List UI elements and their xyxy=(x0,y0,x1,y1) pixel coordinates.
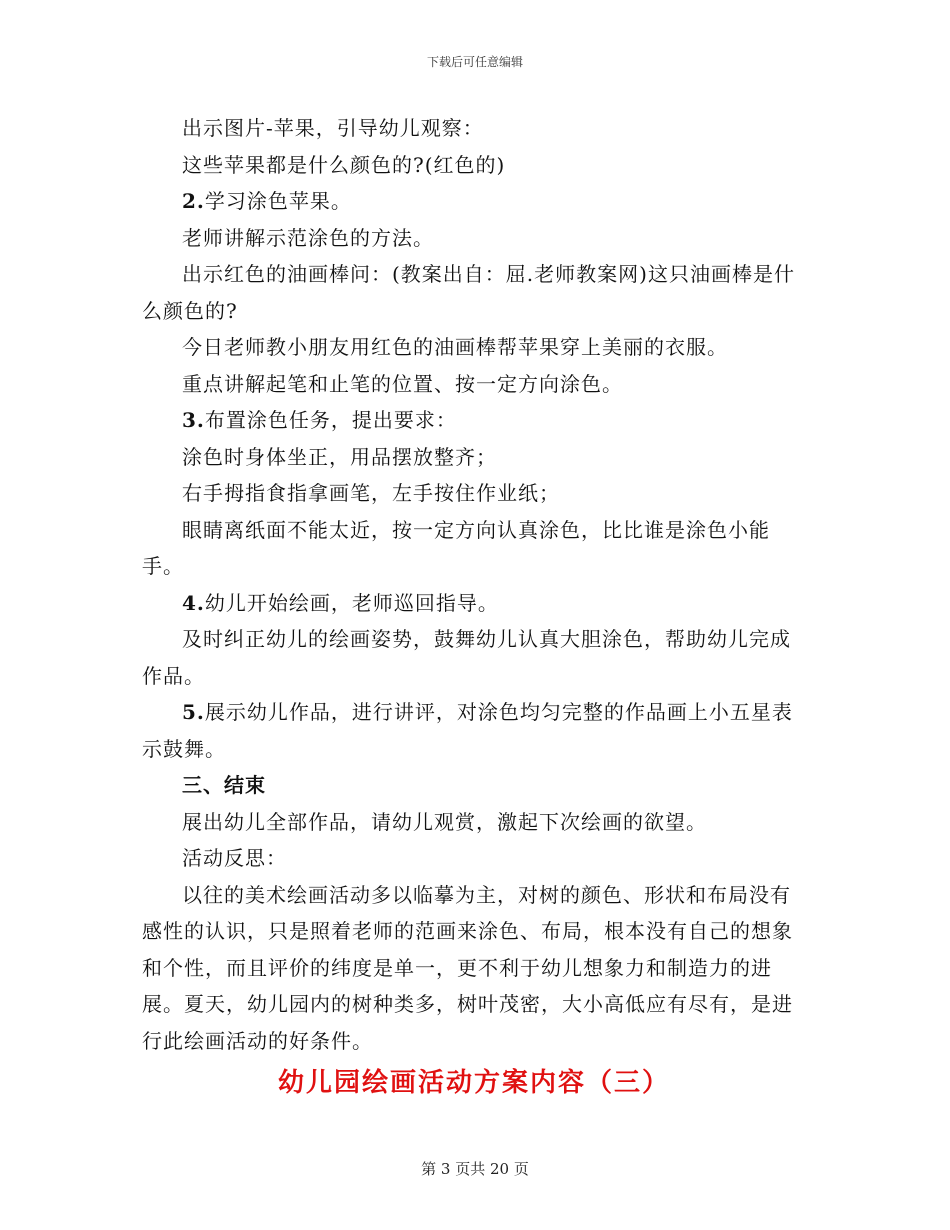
page-footer: 第 3 页共 20 页 xyxy=(421,1160,529,1178)
paragraph xyxy=(142,439,806,476)
page-header: 下载后可任意编辑 xyxy=(426,55,523,69)
paragraph-text: 这些苹果都是什么颜色的?(红色的) xyxy=(182,152,506,177)
paragraph xyxy=(142,475,806,512)
paragraph xyxy=(142,694,806,767)
paragraph-text: 出示红色的油画棒问：(教案出自：屈.老师教案网)这只油画棒是什么颜色的? xyxy=(142,262,795,323)
paragraph xyxy=(142,621,806,694)
paragraph-text: 展出幼儿全部作品，请幼儿观赏，激起下次绘画的欲望。 xyxy=(182,809,707,834)
paragraph-text: 老师讲解示范涂色的方法。 xyxy=(182,225,434,250)
paragraph xyxy=(142,840,806,877)
list-number: 4. xyxy=(182,590,205,615)
paragraph xyxy=(142,512,806,585)
paragraph xyxy=(142,804,806,841)
document-body xyxy=(142,110,806,1103)
list-number: 2. xyxy=(182,189,205,213)
paragraph xyxy=(142,366,806,403)
paragraph-text: 出示图片-苹果，引导幼儿观察： xyxy=(182,116,484,140)
section-heading xyxy=(142,767,806,804)
section-title: 幼儿园绘画活动方案内容（三） xyxy=(277,1068,670,1098)
paragraph xyxy=(142,183,806,220)
paragraph-text: 今日老师教小朋友用红色的油画棒帮苹果穿上美丽的衣服。 xyxy=(182,335,728,359)
paragraph xyxy=(142,585,806,622)
paragraph-text: 涂色时身体坐正，用品摆放整齐； xyxy=(182,444,497,469)
paragraph-text: 及时纠正幼儿的绘画姿势，鼓舞幼儿认真大胆涂色，帮助幼儿完成作品。 xyxy=(142,627,791,688)
paragraph-text: 活动反思： xyxy=(182,846,287,870)
paragraph xyxy=(142,256,806,329)
paragraph-text: 以往的美术绘画活动多以临摹为主，对树的颜色、形状和布局没有感性的认识，只是照着老师的范画来涂色、布局，根本没有自己的想象和个性，而且评价的纬度是单一，更不利于幼儿想象力和制造力的进展。夏天，幼儿园内的树种类多，树叶茂密，大小高低应有尽有，是进行此绘画活动的好条件。 xyxy=(142,882,793,1053)
paragraph xyxy=(142,147,806,184)
list-number: 5. xyxy=(182,700,205,724)
paragraph xyxy=(142,402,806,439)
paragraph xyxy=(142,220,806,257)
paragraph-text: 展示幼儿作品，进行讲评，对涂色均匀完整的作品画上小五星表示鼓舞。 xyxy=(142,700,793,761)
paragraph xyxy=(142,329,806,366)
paragraph-text: 重点讲解起笔和止笔的位置、按一定方向涂色。 xyxy=(182,371,623,396)
paragraph-text: 布置涂色任务，提出要求： xyxy=(204,408,457,432)
heading-text: 三、结束 xyxy=(182,773,266,797)
paragraph-text: 右手拇指食指拿画笔，左手按住作业纸； xyxy=(182,481,560,505)
paragraph-text: 眼睛离纸面不能太近，按一定方向认真涂色，比比谁是涂色小能手。 xyxy=(142,517,770,578)
list-number: 3. xyxy=(182,408,205,432)
paragraph xyxy=(142,110,806,147)
paragraph-text: 学习涂色苹果。 xyxy=(204,189,352,213)
paragraph-text: 幼儿开始绘画，老师巡回指导。 xyxy=(204,590,499,615)
paragraph xyxy=(142,877,806,1060)
